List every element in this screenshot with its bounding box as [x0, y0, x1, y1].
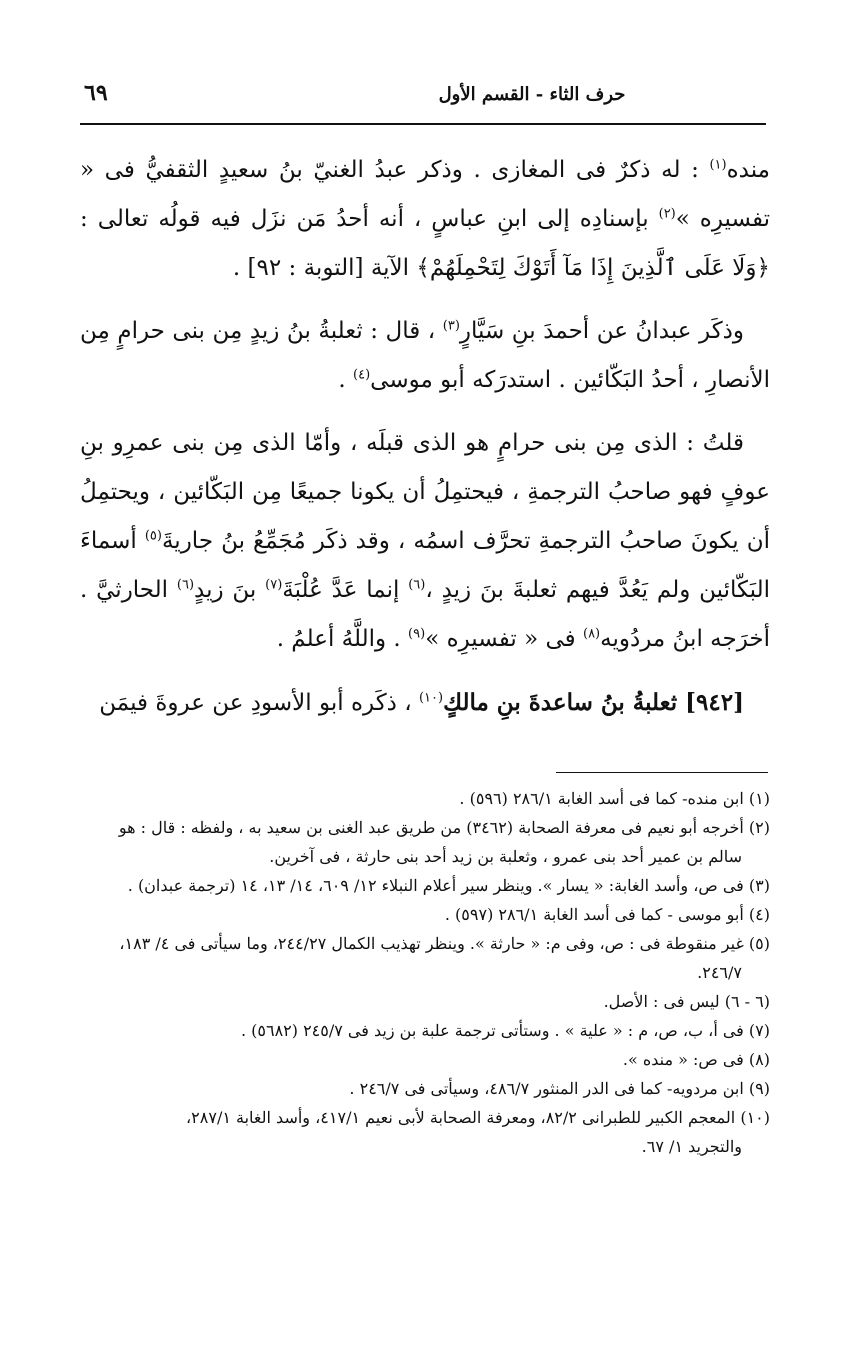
footnote-divider: [556, 772, 768, 773]
text-run: : له ذكرٌ فى المغازى . وذكر عبدُ الغنيّ بنُ سعيدٍ الثقفيُّ فى « تفسيرِه »: [80, 157, 771, 232]
footnote-item: [80, 1103, 770, 1161]
footnote-text: (٢) أخرجه أبو نعيم فى معرفة الصحابة (٣٤٦٢) من طريق عبد الغنى بن سعيد به ، ولفظه : قال : هو: [118, 818, 770, 837]
text-run: .: [338, 367, 346, 393]
text-run: منده: [726, 157, 770, 183]
footnote-continuation: والتجريد ١/ ٦٧.: [641, 1137, 742, 1156]
footnote-text: (٣) فى ص، وأسد الغابة: « يسار ». وينظر سير أعلام النبلاء ١٢/ ٦٠٩، ١٤/ ١٣، ١٤ (ترجمة عبدان) .: [127, 876, 770, 895]
footnote-text: (٥) غير منقوطة فى : ص، وفى م: « حارثة ». وينظر تهذيب الكمال ٢٤٤/٢٧، وما سيأتى فى ٤/ ١٨٣،: [119, 934, 770, 953]
footnote-item: [80, 900, 770, 929]
main-text: [80, 146, 770, 728]
footnote-item: [80, 1074, 770, 1103]
text-run: فى « تفسيرِه »: [425, 626, 576, 652]
footnote-marker: (٢): [658, 206, 676, 222]
footnote-marker: (٤): [353, 367, 371, 383]
footnote-item: [80, 1045, 770, 1074]
footnote-item: [80, 871, 770, 900]
footnote-text: (١٠) المعجم الكبير للطبرانى ٨٢/٢، ومعرفة الصحابة لأبى نعيم ٤١٧/١، وأسد الغابة ٢٨٧/١،: [186, 1108, 770, 1127]
paragraph-1: [80, 146, 770, 293]
footnote-text: (٨) فى ص: « منده ».: [622, 1050, 770, 1069]
page-number: ٦٩: [84, 80, 108, 106]
text-run: ، ذكَره أبو الأسودِ عن عروةَ فيمَن: [99, 690, 412, 716]
text-run: إنما عَدَّ عُلْبَةَ: [282, 577, 400, 603]
footnote-marker: (١٠): [418, 690, 444, 706]
footnote-item: [80, 987, 770, 1016]
footnote-item: [80, 929, 770, 987]
footnote-marker: (٥): [144, 528, 162, 544]
footnote-continuation: سالم بن عمير أحد بنى عمرو ، وثعلبة بن زيد أحد بنى حارثة ، فى آخرين.: [269, 847, 742, 866]
footnote-marker: (٩): [408, 626, 426, 642]
page-header: [76, 78, 764, 114]
header-divider: [80, 123, 766, 125]
footnotes: [80, 784, 770, 1161]
text-run: ، قال : ثعلبةُ بنُ زيدٍ مِن بنى حرامٍ مِن الأنصارِ ، أحدُ البَكّائين . استدرَكه أبو موسى: [80, 318, 770, 393]
text-run: بنَ زيدٍ: [194, 577, 257, 603]
footnote-marker: (٧): [265, 577, 283, 593]
paragraph-4: [80, 678, 770, 728]
footnote-marker: (٨): [582, 626, 601, 642]
footnote-text: (١) ابن منده- كما فى أسد الغابة ٢٨٦/١ (٥٩٦) .: [459, 789, 770, 808]
entry-heading: [٩٤٢] ثعلبةُ بنُ ساعدةَ بنِ مالكٍ: [443, 689, 744, 716]
text-run: الحارثيَّ . أخرَجه ابنُ مردُويه: [80, 577, 770, 652]
footnote-text: (٩) ابن مردويه- كما فى الدر المنثور ٤٨٦/٧، وسيأتى فى ٢٤٦/٧ .: [349, 1079, 770, 1098]
footnote-marker: (٦): [176, 577, 195, 593]
footnote-marker: (٦): [408, 577, 426, 593]
footnote-marker: (٣): [442, 318, 460, 334]
text-run: بإسنادِه إلى ابنِ عباسٍ ، أنه أحدُ مَن نزَل فيه قولُه تعالى : ﴿وَلَا عَلَى ٱلَّذِينَ إِذَا مَآ أَتَوْكَ لِتَحْمِلَهُمْ﴾ الآية [التوبة : ٩٢] .: [80, 206, 770, 281]
text-run: . واللَّهُ أعلمُ .: [276, 626, 401, 652]
footnote-marker: (١): [709, 157, 727, 173]
running-head: حرف الثاء - القسم الأول: [438, 84, 626, 105]
paragraph-3: [80, 419, 770, 664]
footnote-item: [80, 813, 770, 871]
text-run: قلتُ : الذى مِن بنى حرامٍ هو الذى قبلَه ، وأمّا الذى مِن بنى عمرِو بنِ عوفٍ فهو صاحبُ الترجمةِ ، فيحتمِلُ أن يكونا جميعًا مِن البَكّائين ، ويحتمِلُ أن يكونَ صاحبُ الترجمةِ تحرَّف اسمُه ، وقد ذكَر مُجَمِّعُ بنُ جاريةَ: [80, 430, 770, 554]
footnote-item: [80, 784, 770, 813]
footnote-text: (٧) فى أ، ب، ص، م : « علية » . وستأتى ترجمة علبة بن زيد فى ٢٤٥/٧ (٥٦٨٢) .: [240, 1021, 770, 1040]
footnote-item: [80, 1016, 770, 1045]
footnote-text: (٤) أبو موسى - كما فى أسد الغابة ٢٨٦/١ (٥٩٧) .: [444, 905, 770, 924]
text-run: أسماءَ البَكّائين ولم يَعُدَّ فيهم ثعلبةَ بنَ زيدٍ ،: [80, 528, 771, 603]
footnote-text: (٦ - ٦) ليس فى : الأصل.: [603, 992, 770, 1011]
text-run: وذكَر عبدانُ عن أحمدَ بنِ سَيَّارٍ: [459, 318, 745, 344]
paragraph-2: [80, 307, 770, 405]
footnote-continuation: ٢٤٦/٧.: [697, 963, 742, 982]
